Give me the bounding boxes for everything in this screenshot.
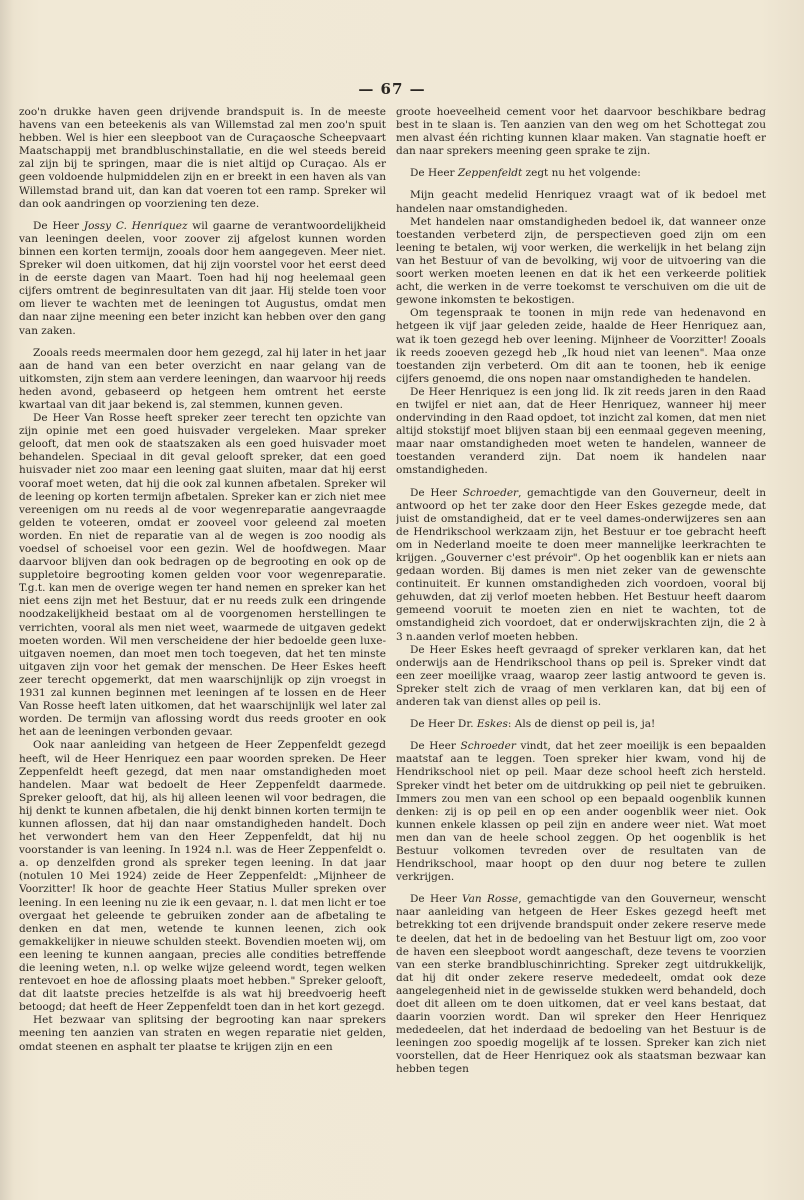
left-column — [19, 106, 386, 1168]
speaker-name: Van Rosse — [462, 893, 519, 906]
paragraph — [19, 220, 386, 338]
paragraph: Zooals reeds meermalen door hem gezegd, zal hij later in het jaar aan de hand van een beter overzicht en naar gelang van de uitkomsten, zijn stem aan verdere leeningen, dan waarvoor hij reeds heden avond, gebaseerd op hetgeen hem omtrent het eerste kwartaal van dit jaar bekend is, zal stemmen, kunnen geven. — [19, 346, 386, 411]
paragraph-text: wil gaarne de verantwoordelijkheid van leeningen deelen, voor zoover zij afgelost kunnen worden binnen een korten termijn, zooals door hem aangegeven. Meer niet. Spreker wil doen uitkomen, dat hij zijn voorstel voor het eerst deed in de eerste dagen van Maart. Toen had hij nog heelemaal geen cijfers omtrent de beginresultaten van dit jaar. Hij stelde toen voor om liever te wachten met de leeningen tot Augustus, omdat men dan naar zijne meening een beter inzicht kan hebben over den gang van zaken. — [19, 219, 386, 337]
paragraph: De Heer Henriquez is een jong lid. Ik zit reeds jaren in den Raad en twijfel er niet aan, dat de Heer Henriquez, wanneer hij meer ondervinding in den Raad opdoet, tot inzicht zal komen, dat men niet altijd stokstijf moet blijven staan bij een eenmaal gegeven meening, maar naar omstandigheden moet weten te handelen, wanneer de toestanden veranderd zijn. Dat noem ik handelen naar omstandigheden. — [396, 385, 766, 477]
paragraph-text: vindt, dat het zeer moeilijk is een bepaalden maatstaf aan te leggen. Toen spreker hier kwam, vond hij de Hendrikschool niet op peil. Maar deze school heeft zich hersteld. Spreker vindt het beter om de uitdrukking op peil niet te gebruiken. Immers zou men van een school op een bepaald oogenblik kunnen denken: zij is op peil en op een ander oogenblik weer niet. Ook kunnen enkele klassen op peil zijn en andere weer niet. Wat moet men dan van de heele school zeggen. Op het oogenblik is het Bestuur volkomen tevreden over de resultaten van de Hendrikschool, maar hoopt op den duur nog betere te zullen verkrijgen. — [396, 740, 766, 884]
speaker-name: Jossy C. Henriquez — [83, 219, 188, 232]
paragraph: Ook naar aanleiding van hetgeen de Heer Zeppenfeldt gezegd heeft, wil de Heer Henriquez een paar woorden spreken. De Heer Zeppenfeldt heeft gezegd, dat men naar omstandigheden moet handelen. Maar wat bedoelt de Heer Zeppenfeldt daarmede. Spreker gelooft, dat hij, als hij alleen leenen wil voor bedragen, die hij denkt te kunnen afbetalen, die hij denkt binnen korten termijn te kunnen aflossen, dat hij dan naar omstandigheden handelt. Doch het verwondert hem van den Heer Zeppenfeldt, dat hij nu voorstander is van leening. In 1924 n.l. was de Heer Zeppenfeldt o. a. op denzelfden grond als spreker tegen leening. In dat jaar (notulen 10 Mei 1924) zeide de Heer Zeppenfeldt: „Mijnheer de Voorzitter! Ik hoor de geachte Heer Statius Muller spreken over leening. In een leening nu zie ik een gevaar, n. l. dat men licht er toe overgaat het geleende te gebruiken zonder aan de afbetaling te denken en dat men, wetende te kunnen leenen, zich ook gemakkelijker in nieuwe schulden steekt. Bovendien moeten wij, om een leening te kunnen aangaan, precies alle condities betreffende die leening weten, n.l. op welke wijze geleend wordt, tegen welken rentevoet en hoe de aflossing plaats moet hebben." Spreker gelooft, dat dit laatste precies hetzelfde is als wat hij breedvoerig heeft betoogd; dat heeft de Heer Zeppenfeldt toen dan in het kort gezegd. — [19, 739, 386, 1014]
paragraph — [396, 893, 766, 1076]
paragraph — [396, 167, 766, 180]
paragraph-lead: De Heer — [410, 740, 461, 753]
speaker-name: Schroeder — [460, 740, 516, 753]
paragraph: Om tegenspraak te toonen in mijn rede van hedenavond en hetgeen ik vijf jaar geleden zeide, haalde de Heer Henriquez aan, wat ik toen gezegd heb over leening. Mijnheer de Voorzitter! Zooals ik reeds zooeven gezegd heb „Ik houd niet van leenen". Maa onze toestanden zijn verbeterd. Om dit aan te toonen, heb ik eenige cijfers genoemd, die ons nopen naar omstandigheden te handelen. — [396, 307, 766, 385]
speaker-name: Schroeder — [462, 486, 519, 499]
paragraph: Met handelen naar omstandigheden bedoel ik, dat wanneer onze toestanden verbeterd zijn, de perspectieven goed zijn om een leening te betalen, wij voor werken, die werkelijk in het belang zijn van het Bestuur of van de bevolking, wij voor de uitvoering van die soort werken moeten leenen en dat ik het een verkeerde politiek acht, die werken in de verre toekomst te verschuiven om die uit de gewone inkomsten te bekostigen. — [396, 215, 766, 307]
speaker-name: Zeppenfeldt — [457, 167, 523, 180]
paragraph-text: , gemachtigde van den Gouverneur, wenscht naar aanleiding van hetgeen de Heer Eskes gezegd heeft met betrekking tot een drijvende brandspuit onder zekere reserve mede te deelen, dat het in de bedoeling van het Bestuur ligt om, zoo voor de haven een sleepboot wordt aangeschaft, deze tevens te voorzien van een sterke brandbluschinrichting. Spreker zegt uitdrukkelijk, dat hij dit onder zekere reserve mededeelt, omdat ook deze aangelegenheid niet in de gewisselde stukken werd behandeld, doch doet dit alleen om te doen uitkomen, dat er veel kans bestaat, dat daarin voorzien wordt. Dan wil spreker den Heer Henriquez mededeelen, dat het inderdaad de bedoeling van het Bestuur is de leeningen zoo spoedig mogelijk af te lossen. Spreker kan zich niet voorstellen, dat de Heer Henriquez ook als staatsman bezwaar kan hebben tegen — [396, 893, 766, 1076]
paragraph — [396, 740, 766, 884]
paragraph-lead: De Heer Dr. — [410, 718, 477, 731]
paragraph-lead: De Heer — [33, 219, 84, 232]
paragraph: De Heer Van Rosse heeft spreker zeer terecht ten opzichte van zijn opinie met een goed huisvader vergeleken. Maar spreker gelooft, dat men ook de staatszaken als een goed huisvader moet behandelen. Speciaal in dit geval gelooft spreker, dat een goed huisvader niet zoo maar een leening gaat sluiten, maar dat hij eerst vooraf moet weten, dat hij die ook zal kunnen afbetalen. Spreker wil de leening op korten termijn afbetalen. Spreker kan er zich niet mee vereenigen om nu reeds al de voor wegenreparatie aangevraagde gelden te voteeren, omdat er zooveel voor geleend zal moeten worden. En niet de reparatie van al de wegen is zoo noodig als voedsel of schoeisel voor een gezin. Wel de hoofdwegen. Maar daarvoor blijven dan ook bedragen op de begrooting en ook op de suppletoire begrooting komen gelden voor voor wegenreparatie. T.g.t. kan men de overige wegen ter hand nemen en spreker kan het niet eens zijn met het Bestuur, dat er nu reeds zulk een dringende noodzakelijkheid bestaat om al de voorgenomen herstellingen te verrichten, vooral als men niet weet, waarmede de uitgaven gedekt moeten worden. Wil men verscheidene der hier bedoelde geen luxe-uitgaven noemen, dan moet men toch toegeven, dat het ten minste uitgaven zijn voor het gemak der menschen. De Heer Eskes heeft zeer terecht opgemerkt, dat men waarschijnlijk op zijn vroegst in 1931 zal kunnen beginnen met leeningen af te lossen en de Heer Van Rosse heeft laten uitkomen, dat het waarschijnlijk wel later zal worden. De termijn van aflossing wordt dus reeds grooter en ook het aan de leeningen verbonden gevaar. — [19, 412, 386, 739]
paragraph: groote hoeveelheid cement voor het daarvoor beschikbare bedrag best in te slaan is. Ten aanzien van den weg om het Schottegat zou men alvast één richting kunnen klaar maken. Van stagnatie hoeft er dan naar sprekers meening geen sprake te zijn. — [396, 106, 766, 158]
paragraph-lead: De Heer — [410, 893, 463, 906]
paragraph: Het bezwaar van splitsing der begrooting kan naar sprekers meening ten aanzien van straten en wegen reparatie niet gelden, omdat steenen en asphalt ter plaatse te krijgen zijn en een — [19, 1014, 386, 1053]
page-number: — 67 — — [358, 80, 426, 98]
paragraph-text: zegt nu het volgende: — [522, 167, 641, 180]
paragraph: De Heer Eskes heeft gevraagd of spreker verklaren kan, dat het onderwijs aan de Hendrikschool thans op peil is. Spreker vindt dat een zeer moeilijke vraag, waarop zeer lastig antwoord te geven is. Spreker stelt zich de vraag of men verklaren kan, dat bij een of anderen tak van dienst alles op peil is. — [396, 643, 766, 709]
right-column — [396, 106, 766, 1168]
paragraph — [396, 487, 766, 644]
paragraph-text: , gemachtigde van den Gouverneur, deelt in antwoord op het ter zake door den Heer Eskes gezegde mede, dat juist de omstandigheid, dat er te veel dames-onderwijzeres sen aan de Hendrikschool werkzaam zijn, het Bestuur er toe gebracht heeft om in Nederland moeite te doen meer mannelijke leerkrachten te krijgen. „Gouverner c'est prévoir". Op het oogenblik kan er niets aan gedaan worden. Bij dames is men niet zeker van de gewenschte continuiteit. Er kunnen omstandigheden zich voordoen, vooral bij gehuwden, dat zij verlof moeten hebben. Het Bestuur heeft daarom gemeend vooruit te moeten zien en niet te wachten, tot de omstandigheid zich voordoet, dat er onderwijskrachten zijn, die 2 à 3 n.aanden verlof moeten hebben. — [396, 486, 766, 643]
paragraph-lead: De Heer — [410, 486, 463, 499]
speaker-name: Eskes — [476, 718, 508, 731]
paragraph-lead: De Heer — [410, 167, 458, 180]
paragraph: Mijn geacht medelid Henriquez vraagt wat of ik bedoel met handelen naar omstandigheden. — [396, 189, 766, 215]
paragraph: zoo'n drukke haven geen drijvende brandspuit is. In de meeste havens van een beteekenis als van Willemstad zal men zoo'n spuit hebben. Wel is hier een sleepboot van de Curaçaosche Scheepvaart Maatschappij met brandbluschinstallatie, en die wel steeds bereid zal zijn bij te springen, maar die is niet altijd op Curaçao. Als er geen voldoende hulpmiddelen zijn en er breekt in een haven als van Willemstad brand uit, dan kan dat voeren tot een ramp. Spreker wil dan ook aandringen op voorziening ten deze. — [19, 106, 386, 210]
paragraph — [396, 718, 766, 731]
paragraph-text: : Als de dienst op peil is, ja! — [507, 718, 656, 731]
